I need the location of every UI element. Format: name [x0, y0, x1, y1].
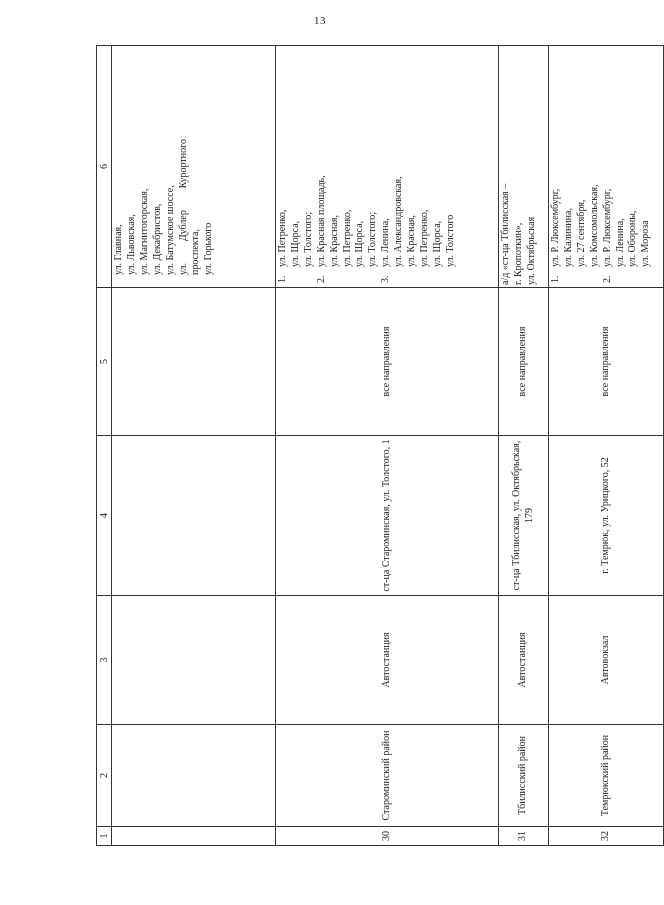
table-row-30 [276, 46, 499, 846]
directions-cell: все направления [499, 288, 549, 436]
street-line: ул. Толстого [444, 214, 456, 267]
route-entry [380, 48, 457, 283]
street-line: ул. Петренко, [418, 209, 430, 267]
empty-cell [112, 827, 276, 846]
street-line: ул. Красная площадь, [315, 175, 327, 267]
route-entry [277, 48, 316, 283]
routes-cell [499, 46, 549, 288]
header-cell: 6 [97, 46, 112, 288]
routes-cell [549, 46, 664, 288]
route-number: 3. [380, 275, 392, 283]
route-number: 1. [277, 275, 288, 283]
street-line: ул. Петренко, [341, 209, 353, 267]
street-line: ул. 27 сентября, [575, 199, 587, 267]
street-line-justified [178, 139, 191, 275]
street-line: ул. Декабристов, [151, 203, 163, 275]
header-cell: 3 [97, 596, 112, 725]
route-number: 1. [550, 275, 561, 283]
stations-table-rotated [96, 46, 652, 846]
address-cell: ст-ца Тбилисская, ул. Октябрьская, 179 [499, 436, 549, 596]
street-word: Курортного [177, 139, 189, 189]
route-number: 2. [315, 275, 327, 283]
table-row-32 [549, 46, 664, 846]
street-line: ул. Толстого; [302, 211, 314, 267]
street-line: ул. Комсомольская, [588, 184, 600, 267]
street-word: ул. [177, 262, 189, 275]
route-number: 2. [601, 275, 613, 283]
station-type-cell: Автовокзал [549, 596, 664, 725]
header-cell: 1 [97, 827, 112, 846]
station-type-cell: Автостанция [276, 596, 499, 725]
street-line: ул. Октябрьская [525, 216, 537, 285]
header-cell: 5 [97, 288, 112, 436]
street-line: ул. Щорса, [289, 220, 301, 267]
directions-cell: все направления [549, 288, 664, 436]
street-line: ул. Батумское шоссе, [164, 185, 176, 275]
table-row-31 [499, 46, 549, 846]
address-cell: г. Темрюк, ул. Урицкого, 52 [549, 436, 664, 596]
street-line: ул. Щорса, [431, 220, 443, 267]
station-type-cell: Автостанция [499, 596, 549, 725]
empty-cell [112, 288, 276, 436]
header-row [97, 46, 112, 846]
streets-cell [112, 46, 276, 288]
row-number: 32 [549, 827, 664, 846]
street-line: г. Кропоткин», [512, 222, 524, 285]
street-line: ул. Главная, [113, 224, 124, 275]
street-line: ул. Ленина, [614, 218, 626, 267]
route-entry [316, 48, 381, 283]
header-cell: 4 [97, 436, 112, 596]
street-line: ул. Р. Люксембург, [550, 188, 561, 267]
street-line: ул. Ленина, [380, 218, 392, 267]
street-word: Дублер [177, 210, 189, 242]
street-line: ул. Р. Люксембург, [601, 188, 613, 267]
row-number: 30 [276, 827, 499, 846]
stations-table [96, 45, 664, 846]
empty-cell [112, 436, 276, 596]
empty-cell [112, 725, 276, 827]
street-line: ул. Обороны, [627, 210, 639, 267]
street-line: ул. Петренко, [277, 209, 288, 267]
street-line: ул. Магнитогорская, [138, 188, 150, 275]
district-cell: Староминский район [276, 725, 499, 827]
street-line: ул. Мороза [640, 220, 652, 267]
street-line: проспекта, [190, 229, 202, 275]
table-row-continued [112, 46, 276, 846]
street-line: ул. Львовская, [125, 214, 137, 275]
street-line: ул. Калинина, [562, 208, 574, 267]
empty-cell [112, 596, 276, 725]
row-number: 31 [499, 827, 549, 846]
street-line: ул. Толстого; [367, 211, 379, 267]
header-cell: 2 [97, 725, 112, 827]
street-line: а/д «ст-ца Тбилисская – [500, 183, 511, 285]
street-line: ул. Красная, [406, 215, 418, 267]
street-line: ул. Красная, [328, 215, 340, 267]
street-line: ул. Александровская, [393, 176, 405, 267]
page-number: 13 [314, 15, 326, 27]
routes-cell [276, 46, 499, 288]
district-cell: Тбилисский район [499, 725, 549, 827]
route-entry [550, 48, 602, 283]
street-line: ул. Щорса, [354, 220, 366, 267]
address-cell: ст-ца Староминская, ул. Толстого, 1 [276, 436, 499, 596]
directions-cell: все направления [276, 288, 499, 436]
route-entry [602, 48, 654, 283]
district-cell: Темрюкский район [549, 725, 664, 827]
street-line: ул. Горького [203, 222, 215, 275]
